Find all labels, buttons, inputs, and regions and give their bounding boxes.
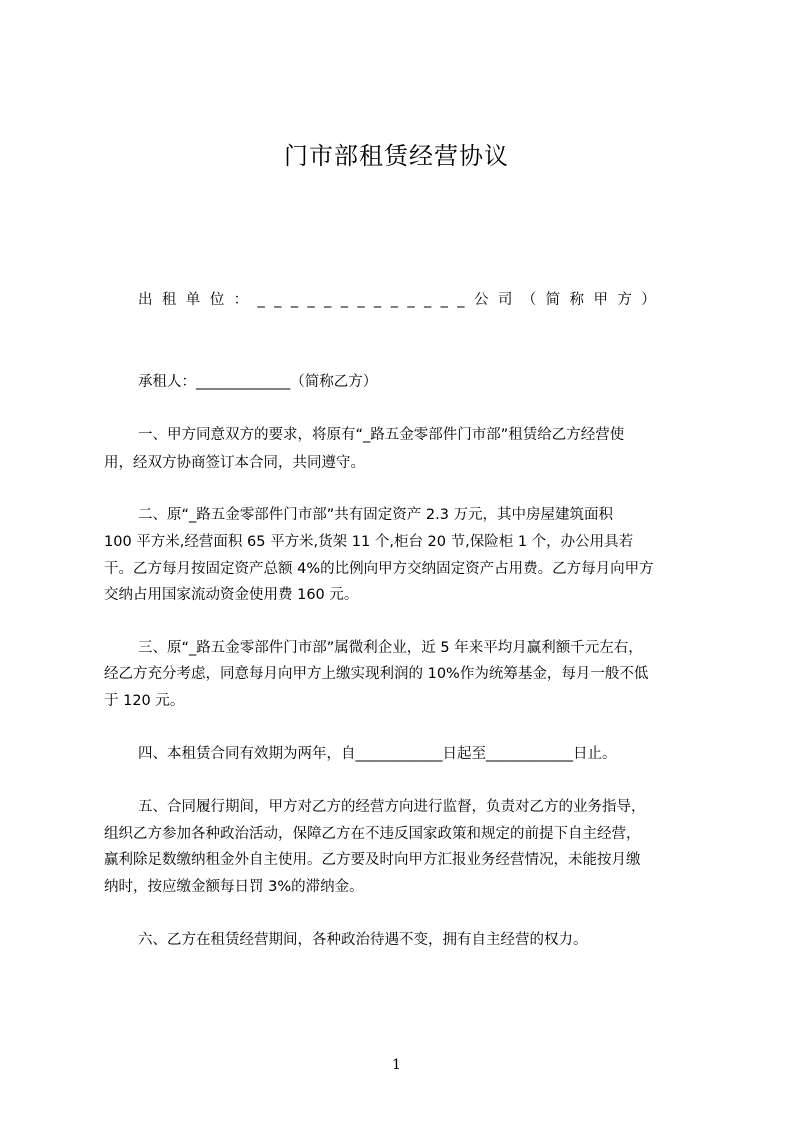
clause-3-line-1: 三、原“_路五金零部件门市部”属微利企业，近 5 年来平均月赢利额千元左右， [138, 640, 643, 656]
lessor-line: 出租单位：_____________公司（简称甲方） [138, 292, 666, 308]
clause-2-line-4: 交纳占用国家流动资金使用费 160 元。 [104, 587, 359, 603]
clause-5-line-2: 组织乙方参加各种政治活动，保障乙方在不违反国家政策和规定的前提下自主经营， [104, 826, 641, 842]
clause-1-line-1: 一、甲方同意双方的要求，将原有“_路五金零部件门市部”租赁给乙方经营使 [138, 427, 625, 443]
clause-2-line-2: 100 平方米,经营面积 65 平方米,货架 11 个,柜台 20 节,保险柜 1 个，办公用具若 [104, 534, 634, 550]
clause-4-line-1: 四、本租赁合同有效期为两年，自____________日起至____________日止。 [138, 746, 617, 762]
clause-1-line-2: 用，经双方协商签订本合同，共同遵守。 [104, 455, 365, 471]
clause-5-line-4: 纳时，按应缴金额每日罚 3%的滞纳金。 [104, 879, 364, 895]
clause-6-line-1: 六、乙方在租赁经营期间，各种政治待遇不变，拥有自主经营的权力。 [138, 932, 588, 948]
clause-5-line-1: 五、合同履行期间，甲方对乙方的经营方向进行监督，负责对乙方的业务指导， [138, 799, 646, 815]
clause-2-line-3: 干。乙方每月按固定资产总额 4%的比例向甲方交纳固定资产占用费。乙方每月向甲方 [104, 561, 654, 577]
clause-2-line-1: 二、原“_路五金零部件门市部”共有固定资产 2.3 万元，其中房屋建筑面积 [138, 507, 614, 523]
document-title: 门市部租赁经营协议 [284, 142, 509, 170]
lessee-line: 承租人：_____________（简称乙方） [138, 374, 378, 390]
clause-5-line-3: 赢利除足数缴纳租金外自主使用。乙方要及时向甲方汇报业务经营情况，未能按月缴 [104, 852, 641, 868]
page-number: 1 [392, 1057, 401, 1073]
clause-3-line-2: 经乙方充分考虑，同意每月向甲方上缴实现利润的 10%作为统筹基金，每月一般不低 [104, 666, 649, 682]
clause-3-line-3: 于 120 元。 [104, 693, 185, 709]
